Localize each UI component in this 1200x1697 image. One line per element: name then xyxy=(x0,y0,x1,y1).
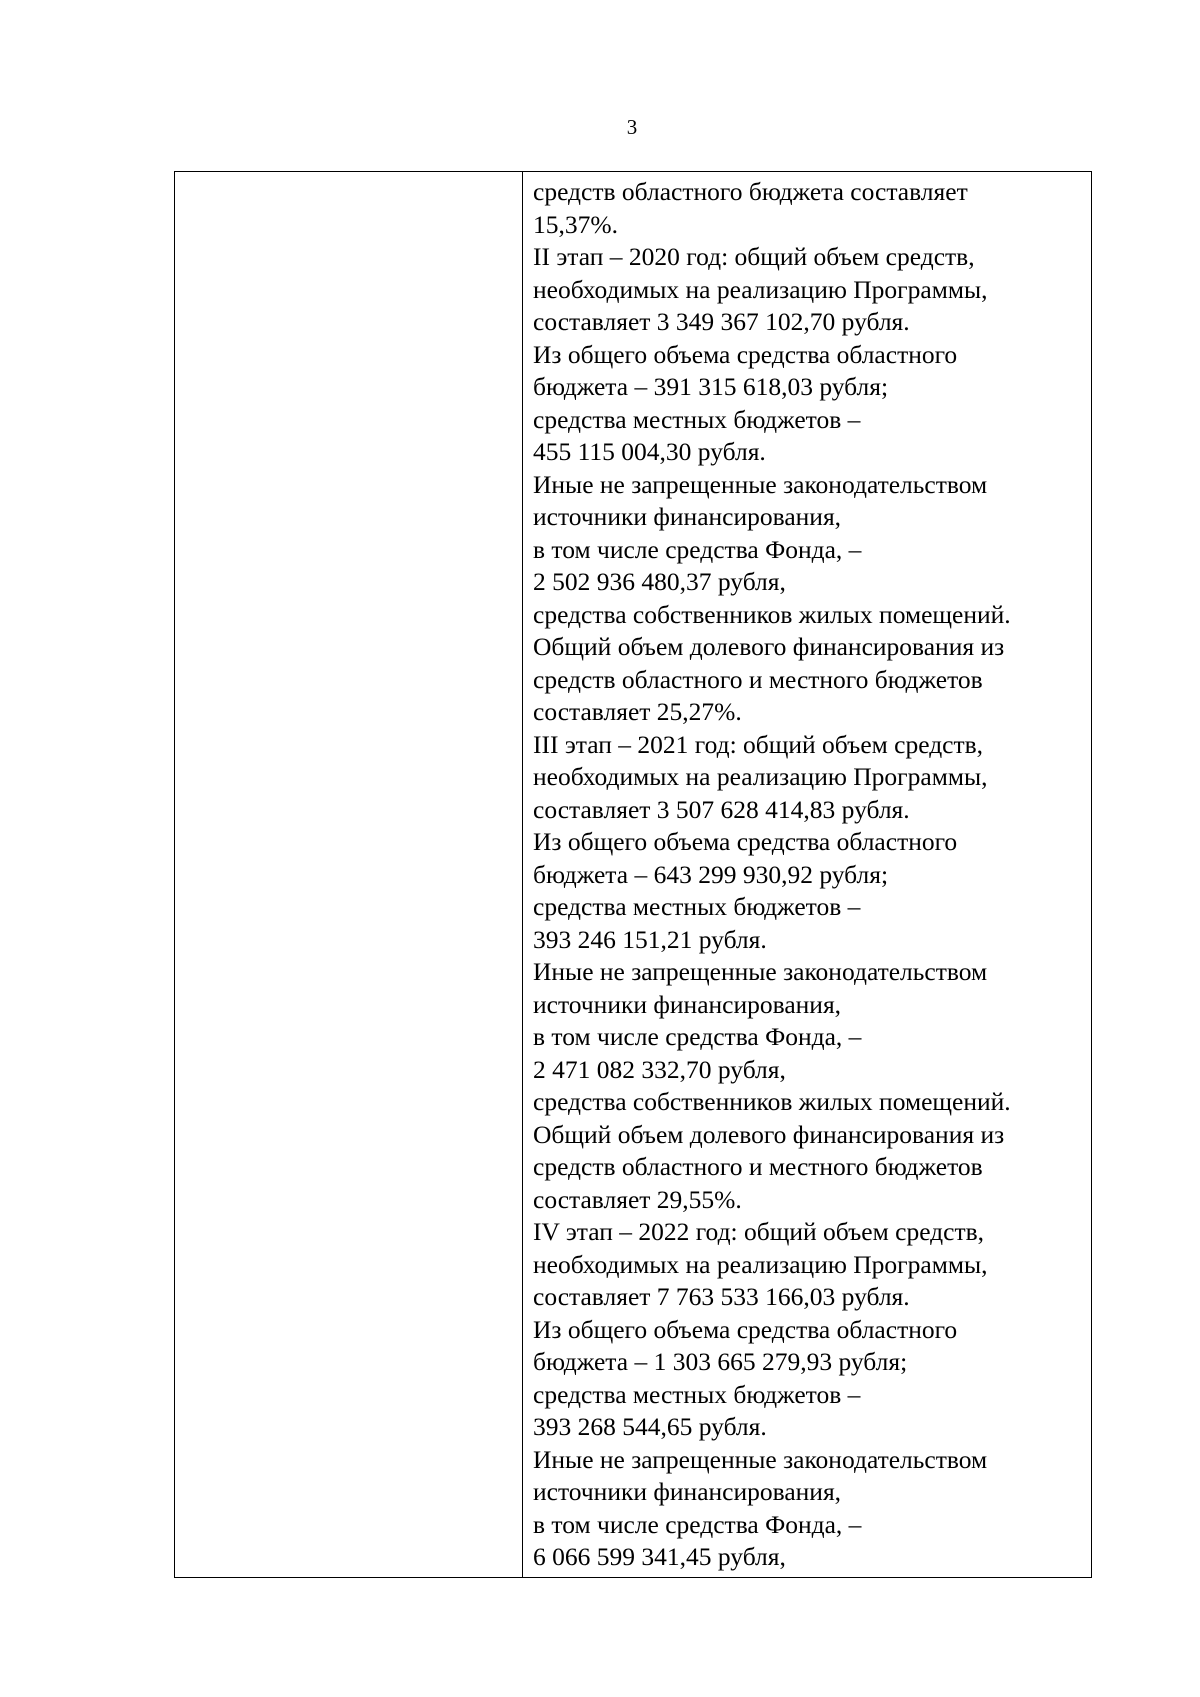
financing-table xyxy=(174,171,1092,1578)
text-line: Из общего объема средства областного xyxy=(533,827,958,856)
text-line: Из общего объема средства областного xyxy=(533,339,958,369)
text-line: в том числе средства Фонда, – xyxy=(533,1022,862,1051)
text-line: составляет 7 763 533 166,03 рубля. xyxy=(533,1282,910,1311)
text-line: необходимых на реализацию Программы, xyxy=(533,1249,988,1279)
text-line: источники финансирования, xyxy=(533,989,842,1019)
text-line: Из общего объема средства областного xyxy=(533,1314,958,1344)
text-line: IV этап – 2022 год: общий объем средств, xyxy=(533,1217,985,1246)
text-line: 2 502 936 480,37 рубля, xyxy=(533,567,786,596)
text-line: бюджета – 643 299 930,92 рубля; xyxy=(533,859,889,889)
text-line: составляет 3 349 367 102,70 рубля. xyxy=(533,307,910,336)
text-line: средств областного и местного бюджетов xyxy=(533,1152,983,1181)
table-right-cell xyxy=(523,172,1091,1577)
text-line: источники финансирования, xyxy=(533,502,842,531)
text-line: составляет 25,27%. xyxy=(533,697,742,726)
text-line: Общий объем долевого финансирования из xyxy=(533,632,1005,661)
text-line: 6 066 599 341,45 рубля, xyxy=(533,1542,786,1571)
text-line: Иные не запрещенные законодательством xyxy=(533,469,988,499)
text-line: средств областного бюджета составляет xyxy=(533,177,968,206)
text-line: средства местных бюджетов – xyxy=(533,404,861,434)
text-line: 15,37%. xyxy=(533,209,618,239)
text-line: бюджета – 1 303 665 279,93 рубля; xyxy=(533,1347,908,1376)
text-line: составляет 29,55%. xyxy=(533,1184,742,1214)
text-line: Общий объем долевого финансирования из xyxy=(533,1119,1005,1149)
text-line: 2 471 082 332,70 рубля, xyxy=(533,1054,786,1084)
page-number: 3 xyxy=(626,115,638,139)
text-line: источники финансирования, xyxy=(533,1477,842,1506)
text-line: в том числе средства Фонда, – xyxy=(533,534,862,564)
text-line: необходимых на реализацию Программы, xyxy=(533,762,988,791)
text-line: Иные не запрещенные законодательством xyxy=(533,1444,988,1474)
text-line: III этап – 2021 год: общий объем средств, xyxy=(533,729,984,759)
text-line: II этап – 2020 год: общий объем средств, xyxy=(533,242,975,271)
text-line: средства местных бюджетов – xyxy=(533,1379,861,1409)
text-line: средства собственников жилых помещений. xyxy=(533,1087,1011,1116)
text-line: Иные не запрещенные законодательством xyxy=(533,957,988,986)
text-line: в том числе средства Фонда, – xyxy=(533,1509,862,1539)
text-line: бюджета – 391 315 618,03 рубля; xyxy=(533,372,889,401)
table-left-cell xyxy=(175,172,523,1577)
text-line: средства местных бюджетов – xyxy=(533,892,861,921)
text-line: средств областного и местного бюджетов xyxy=(533,664,983,694)
text-line: 393 268 544,65 рубля. xyxy=(533,1412,767,1441)
text-line: необходимых на реализацию Программы, xyxy=(533,274,988,304)
text-line: 455 115 004,30 рубля. xyxy=(533,437,766,466)
text-line: 393 246 151,21 рубля. xyxy=(533,924,767,954)
text-line: средства собственников жилых помещений. xyxy=(533,599,1011,629)
text-line: составляет 3 507 628 414,83 рубля. xyxy=(533,794,910,824)
